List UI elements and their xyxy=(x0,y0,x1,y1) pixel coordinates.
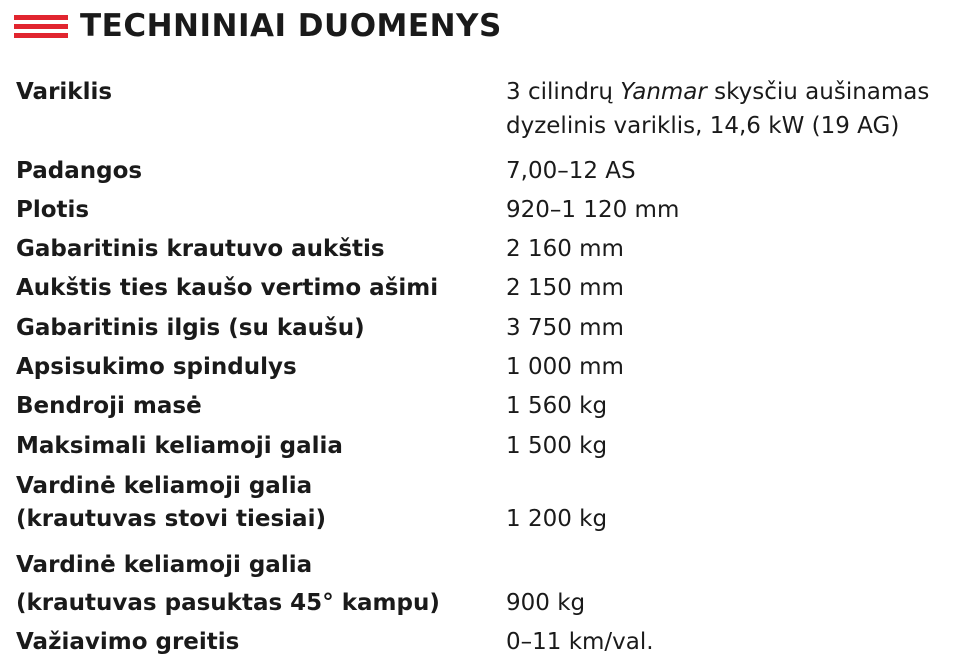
spec-label: Apsisukimo spindulys xyxy=(16,354,297,380)
spec-value: 1 500 kg xyxy=(506,433,608,459)
spec-value: 1 000 mm xyxy=(506,354,624,380)
spec-value: 3 cilindrų Yanmar skysčiu aušinamas xyxy=(506,79,930,105)
spec-value: 920–1 120 mm xyxy=(506,197,680,223)
spec-label: Plotis xyxy=(16,197,90,223)
spec-value: 1 200 kg xyxy=(506,506,608,532)
spec-label-line2: (krautuvas stovi tiesiai) xyxy=(16,506,326,532)
spec-value: 0–11 km/val. xyxy=(506,629,654,655)
spec-value: 2 150 mm xyxy=(506,275,624,301)
spec-value: 7,00–12 AS xyxy=(506,158,636,184)
spec-label: Važiavimo greitis xyxy=(16,629,240,655)
spec-label: Variklis xyxy=(16,79,113,105)
spec-value-line2: dyzelinis variklis, 14,6 kW (19 AG) xyxy=(506,113,900,139)
spec-label-line1: Vardinė keliamoji galia xyxy=(16,473,313,499)
spec-label: Gabaritinis ilgis (su kaušu) xyxy=(16,315,365,341)
spec-label-line1: Vardinė keliamoji galia xyxy=(16,552,313,578)
spec-label: Aukštis ties kaušo vertimo ašimi xyxy=(16,275,439,301)
spec-label: Gabaritinis krautuvo aukštis xyxy=(16,236,385,262)
spec-value: 900 kg xyxy=(506,590,586,616)
spec-label: Bendroji masė xyxy=(16,393,202,419)
section-header xyxy=(14,6,502,46)
spec-label-line2: (krautuvas pasuktas 45° kampu) xyxy=(16,590,440,616)
spec-label: Maksimali keliamoji galia xyxy=(16,433,343,459)
brand-name: Yanmar xyxy=(620,79,707,105)
spec-value: 2 160 mm xyxy=(506,236,624,262)
stripes-icon xyxy=(14,15,68,37)
spec-label: Padangos xyxy=(16,158,143,184)
spec-value: 1 560 kg xyxy=(506,393,608,419)
spec-value: 3 750 mm xyxy=(506,315,624,341)
section-title: TECHNINIAI DUOMENYS xyxy=(80,8,502,44)
